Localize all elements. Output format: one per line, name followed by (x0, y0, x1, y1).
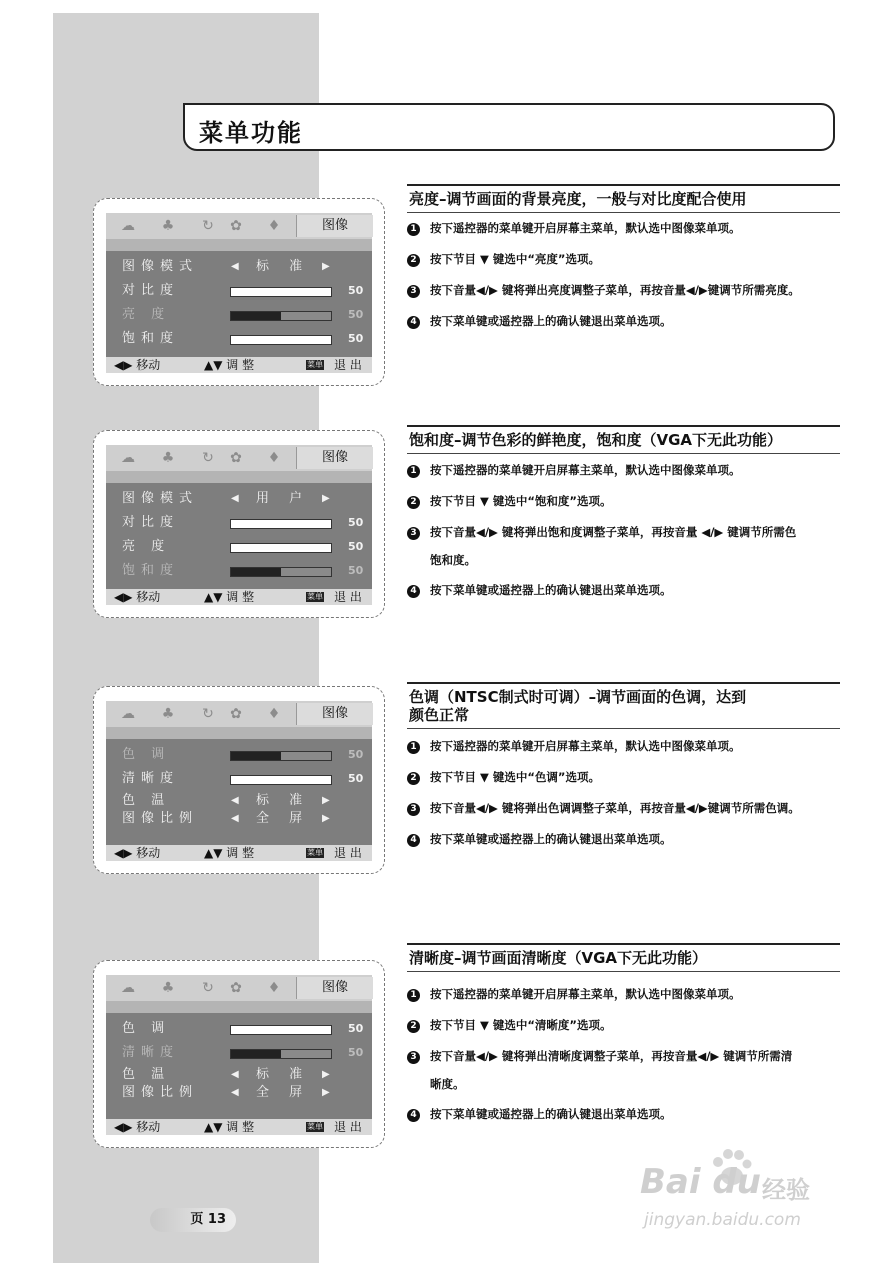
right-arrow-icon[interactable]: ▶ (322, 261, 330, 272)
watermark-url: jingyan.baidu.com (644, 1210, 801, 1230)
picture-icon[interactable]: ☁ (121, 980, 135, 996)
right-arrow-icon[interactable]: ▶ (322, 813, 330, 824)
footer-exit: 退 出 (334, 1120, 362, 1134)
section-heading-line: 色调（NTSC制式时可调）–调节画面的色调，达到 (409, 688, 747, 706)
section-heading (407, 682, 840, 729)
title-box (183, 103, 835, 151)
feature-icon[interactable]: ♦ (267, 706, 281, 722)
section-heading: 清晰度–调节画面清晰度（VGA下无此功能） (407, 943, 840, 972)
step-item (407, 457, 847, 483)
osd-row-label: 色 调 (122, 747, 171, 762)
osd-menu (106, 701, 372, 861)
osd-top-bar (106, 701, 372, 727)
osd-sub-bar (106, 471, 372, 483)
step-text: 饱和度。 (430, 553, 476, 567)
footer-adjust: ▲▼ 调 整 (204, 846, 255, 860)
osd-row-label: 图像模式 (122, 491, 199, 506)
level-bar-fill (231, 1026, 281, 1034)
step-text: 按下节目 ▼ 键选中“色调”选项。 (430, 770, 600, 784)
step-number-icon: 4 (407, 1109, 420, 1122)
level-bar[interactable] (230, 1049, 332, 1059)
footer-adjust: ▲▼ 调 整 (204, 358, 255, 372)
osd-top-bar (106, 975, 372, 1001)
step-number-icon: 3 (407, 803, 420, 816)
osd-row-label: 图像模式 (122, 259, 199, 274)
step-number-icon: 1 (407, 989, 420, 1002)
osd-row-label: 对比度 (122, 515, 180, 530)
step-text: 按下节目 ▼ 键选中“清晰度”选项。 (430, 1018, 612, 1032)
footer-exit: 退 出 (334, 358, 362, 372)
footer-exit: 退 出 (334, 590, 362, 604)
step-text: 按下音量◀/▶ 键将弹出饱和度调整子菜单，再按音量 ◀/▶ 键调节所需色 (430, 525, 797, 539)
osd-row-label: 清晰度 (122, 1045, 180, 1060)
osd-tab-picture[interactable]: 图像 (296, 215, 373, 237)
level-bar[interactable] (230, 519, 332, 529)
osd-tab-picture[interactable]: 图像 (296, 703, 373, 725)
footer-move: ◀▶ 移动 (114, 590, 161, 604)
footer-exit: 退 出 (334, 846, 362, 860)
picture-icon[interactable]: ☁ (121, 706, 135, 722)
search-icon[interactable]: ↻ (202, 980, 214, 996)
page-number: 页 13 (150, 1208, 236, 1232)
step-number-icon: 3 (407, 527, 420, 540)
osd-row-label: 色 温 (122, 1067, 171, 1082)
step-number-icon: 4 (407, 585, 420, 598)
menu-key-icon: 菜单 (307, 592, 323, 601)
right-arrow-icon[interactable]: ▶ (322, 1069, 330, 1080)
osd-row-value: 50 (348, 1046, 364, 1059)
osd-row[interactable] (106, 1065, 372, 1085)
osd-frame (93, 430, 385, 618)
osd-row-option: 全 屏 (256, 811, 311, 826)
step-item (407, 308, 847, 334)
setup-icon[interactable]: ✿ (230, 706, 242, 722)
osd-footer (106, 357, 372, 373)
step-text: 按下菜单键或遥控器上的确认键退出菜单选项。 (430, 314, 672, 328)
search-icon[interactable]: ↻ (202, 450, 214, 466)
level-bar[interactable] (230, 567, 332, 577)
footer-move: ◀▶ 移动 (114, 1120, 161, 1134)
osd-row-value: 50 (348, 284, 364, 297)
step-number-icon: 4 (407, 834, 420, 847)
osd-row-value: 50 (348, 1022, 364, 1035)
osd-row[interactable] (106, 561, 372, 581)
footer-move: ◀▶ 移动 (114, 358, 161, 372)
setup-icon[interactable]: ✿ (230, 218, 242, 234)
step-number-icon: 3 (407, 1051, 420, 1064)
step-item (407, 277, 847, 303)
level-bar[interactable] (230, 775, 332, 785)
picture-icon[interactable]: ☁ (121, 218, 135, 234)
setup-icon[interactable]: ✿ (230, 980, 242, 996)
left-arrow-icon[interactable]: ◀ (231, 813, 239, 824)
step-number-icon: 4 (407, 316, 420, 329)
osd-row-label: 色 温 (122, 793, 171, 808)
osd-row-label: 图像比例 (122, 811, 199, 826)
step-item (407, 764, 847, 790)
step-text: 按下节目 ▼ 键选中“饱和度”选项。 (430, 494, 612, 508)
osd-row[interactable] (106, 489, 372, 509)
menu-key-icon: 菜单 (307, 360, 323, 369)
step-item (407, 488, 847, 514)
step-number-icon: 3 (407, 285, 420, 298)
osd-row-option: 标 准 (256, 1067, 311, 1082)
section-heading-line: 颜色正常 (409, 706, 470, 724)
osd-row-value: 50 (348, 332, 364, 345)
level-bar-fill (231, 288, 281, 296)
osd-menu (106, 975, 372, 1135)
sound-icon[interactable]: ♣ (161, 706, 175, 722)
left-arrow-icon[interactable]: ◀ (231, 1069, 239, 1080)
osd-sub-bar (106, 239, 372, 251)
osd-row-value: 50 (348, 772, 364, 785)
step-item (407, 733, 847, 759)
step-item (407, 246, 847, 272)
osd-row-label: 亮 度 (122, 307, 171, 322)
osd-row[interactable] (106, 329, 372, 349)
step-item (407, 826, 847, 852)
step-item (407, 1043, 847, 1069)
osd-row[interactable] (106, 281, 372, 301)
step-item (407, 981, 847, 1007)
watermark-brand: Bai du (640, 1162, 761, 1202)
level-bar-fill (231, 312, 281, 320)
step-text: 按下遥控器的菜单键开启屏幕主菜单，默认选中图像菜单项。 (430, 987, 741, 1001)
right-arrow-icon[interactable]: ▶ (322, 493, 330, 504)
step-text: 按下节目 ▼ 键选中“亮度”选项。 (430, 252, 600, 266)
step-item (407, 795, 847, 821)
osd-row[interactable] (106, 791, 372, 811)
osd-row-label: 饱和度 (122, 331, 180, 346)
osd-row-value: 50 (348, 516, 364, 529)
osd-frame (93, 686, 385, 874)
step-text: 按下菜单键或遥控器上的确认键退出菜单选项。 (430, 1107, 672, 1121)
osd-row[interactable] (106, 1083, 372, 1103)
osd-row-label: 图像比例 (122, 1085, 199, 1100)
level-bar-fill (231, 520, 281, 528)
level-bar[interactable] (230, 1025, 332, 1035)
osd-row-label: 亮 度 (122, 539, 171, 554)
step-number-icon: 1 (407, 741, 420, 754)
feature-icon[interactable]: ♦ (267, 980, 281, 996)
left-arrow-icon[interactable]: ◀ (231, 1087, 239, 1098)
osd-tab-picture[interactable]: 图像 (296, 977, 373, 999)
page-title: 菜单功能 (199, 119, 303, 147)
osd-row-label: 饱和度 (122, 563, 180, 578)
osd-row[interactable] (106, 305, 372, 325)
step-text: 按下音量◀/▶ 键将弹出色调调整子菜单，再按音量◀/▶键调节所需色调。 (430, 801, 800, 815)
left-arrow-icon[interactable]: ◀ (231, 261, 239, 272)
osd-footer (106, 589, 372, 605)
osd-footer (106, 1119, 372, 1135)
feature-icon[interactable]: ♦ (267, 450, 281, 466)
step-number-icon: 1 (407, 465, 420, 478)
step-text: 按下遥控器的菜单键开启屏幕主菜单，默认选中图像菜单项。 (430, 739, 741, 753)
osd-row-label: 清晰度 (122, 771, 180, 786)
osd-menu (106, 445, 372, 605)
step-text: 按下音量◀/▶ 键将弹出清晰度调整子菜单，再按音量◀/▶ 键调节所需清 (430, 1049, 793, 1063)
step-text: 按下遥控器的菜单键开启屏幕主菜单，默认选中图像菜单项。 (430, 463, 741, 477)
step-item (407, 577, 847, 603)
osd-icons (116, 705, 296, 723)
osd-row-label: 对比度 (122, 283, 180, 298)
osd-frame (93, 960, 385, 1148)
osd-sub-bar (106, 727, 372, 739)
osd-row[interactable] (106, 513, 372, 533)
osd-row[interactable] (106, 745, 372, 765)
step-number-icon: 1 (407, 223, 420, 236)
feature-icon[interactable]: ♦ (267, 218, 281, 234)
search-icon[interactable]: ↻ (202, 706, 214, 722)
level-bar[interactable] (230, 335, 332, 345)
step-item (407, 519, 847, 545)
osd-icons (116, 449, 296, 467)
osd-row[interactable] (106, 1019, 372, 1039)
osd-row-value: 50 (348, 748, 364, 761)
osd-row-value: 50 (348, 564, 364, 577)
osd-row-value: 50 (348, 308, 364, 321)
step-item (407, 547, 870, 573)
step-item (407, 1012, 847, 1038)
osd-row-option: 用 户 (256, 491, 311, 506)
level-bar-fill (231, 1050, 281, 1058)
menu-key-icon: 菜单 (307, 1122, 323, 1131)
osd-row[interactable] (106, 769, 372, 789)
step-text: 按下菜单键或遥控器上的确认键退出菜单选项。 (430, 583, 672, 597)
section-heading: 饱和度–调节色彩的鲜艳度，饱和度（VGA下无此功能） (407, 425, 840, 454)
osd-row[interactable] (106, 1043, 372, 1063)
footer-adjust: ▲▼ 调 整 (204, 1120, 255, 1134)
search-icon[interactable]: ↻ (202, 218, 214, 234)
osd-row-label: 色 调 (122, 1021, 171, 1036)
osd-icons (116, 217, 296, 235)
level-bar[interactable] (230, 311, 332, 321)
osd-row-value: 50 (348, 540, 364, 553)
osd-row[interactable] (106, 809, 372, 829)
osd-icons (116, 979, 296, 997)
sound-icon[interactable]: ♣ (161, 218, 175, 234)
level-bar-fill (231, 776, 281, 784)
watermark (640, 1148, 840, 1248)
osd-sub-bar (106, 1001, 372, 1013)
osd-top-bar (106, 445, 372, 471)
step-text: 按下菜单键或遥控器上的确认键退出菜单选项。 (430, 832, 672, 846)
osd-tab-picture[interactable]: 图像 (296, 447, 373, 469)
watermark-cn: 经验 (762, 1176, 810, 1204)
right-arrow-icon[interactable]: ▶ (322, 795, 330, 806)
step-number-icon: 2 (407, 496, 420, 509)
osd-top-bar (106, 213, 372, 239)
step-item (407, 1071, 870, 1097)
osd-frame (93, 198, 385, 386)
level-bar-fill (231, 752, 281, 760)
level-bar[interactable] (230, 287, 332, 297)
osd-row-option: 标 准 (256, 259, 311, 274)
osd-row-option: 全 屏 (256, 1085, 311, 1100)
footer-adjust: ▲▼ 调 整 (204, 590, 255, 604)
osd-row-option: 标 准 (256, 793, 311, 808)
footer-move: ◀▶ 移动 (114, 846, 161, 860)
step-text: 按下遥控器的菜单键开启屏幕主菜单，默认选中图像菜单项。 (430, 221, 741, 235)
left-arrow-icon[interactable]: ◀ (231, 493, 239, 504)
step-number-icon: 2 (407, 772, 420, 785)
step-number-icon: 2 (407, 254, 420, 267)
right-arrow-icon[interactable]: ▶ (322, 1087, 330, 1098)
step-text: 按下音量◀/▶ 键将弹出亮度调整子菜单，再按音量◀/▶键调节所需亮度。 (430, 283, 800, 297)
sound-icon[interactable]: ♣ (161, 980, 175, 996)
step-item (407, 215, 847, 241)
left-arrow-icon[interactable]: ◀ (231, 795, 239, 806)
step-number-icon: 2 (407, 1020, 420, 1033)
section-heading: 亮度–调节画面的背景亮度，一般与对比度配合使用 (407, 184, 840, 213)
level-bar-fill (231, 568, 281, 576)
level-bar[interactable] (230, 543, 332, 553)
level-bar-fill (231, 336, 281, 344)
picture-icon[interactable]: ☁ (121, 450, 135, 466)
step-item (407, 1101, 847, 1127)
step-text: 晰度。 (430, 1077, 465, 1091)
level-bar[interactable] (230, 751, 332, 761)
osd-row[interactable] (106, 257, 372, 277)
osd-menu (106, 213, 372, 373)
sound-icon[interactable]: ♣ (161, 450, 175, 466)
osd-row[interactable] (106, 537, 372, 557)
level-bar-fill (231, 544, 281, 552)
setup-icon[interactable]: ✿ (230, 450, 242, 466)
osd-footer (106, 845, 372, 861)
menu-key-icon: 菜单 (307, 848, 323, 857)
